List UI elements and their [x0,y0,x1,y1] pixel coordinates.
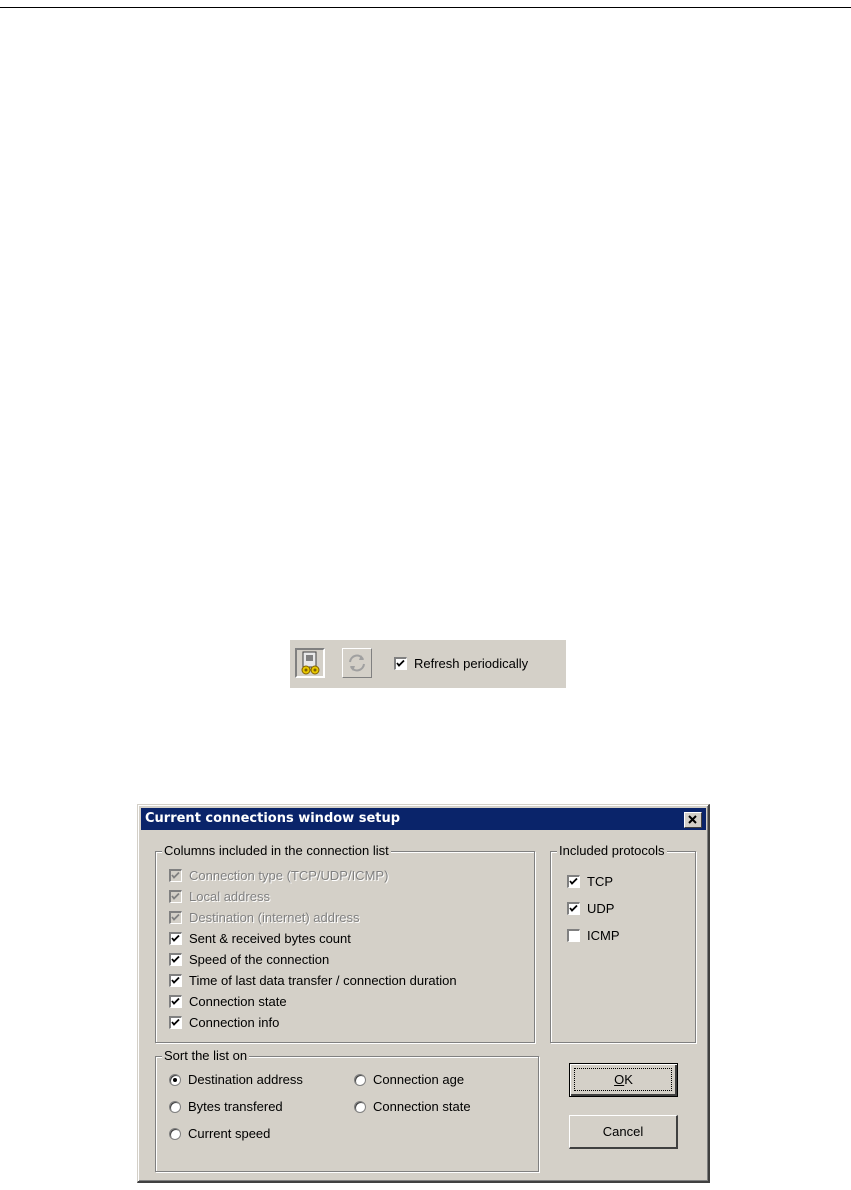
refresh-periodically-label: Refresh periodically [414,655,529,671]
column-option-last-transfer[interactable] [169,971,457,989]
connections-setup-dialog [137,804,710,1183]
close-icon [685,813,701,827]
sort-option-bytes[interactable] [169,1097,283,1115]
protocol-option-udp[interactable] [567,899,614,917]
sort-label: Connection age [373,1071,465,1087]
ok-button[interactable] [569,1063,678,1097]
column-option-local-address [169,887,270,905]
protocol-option-tcp[interactable] [567,872,613,890]
protocol-label: UDP [587,900,615,916]
column-checkbox[interactable] [169,995,182,1008]
column-label: Time of last data transfer / connection duration [189,972,457,988]
protocol-label: TCP [587,873,613,889]
network-gear-icon [297,650,323,676]
dialog-titlebar[interactable] [141,808,706,830]
column-label: Sent & received bytes count [189,930,351,946]
column-option-bytes-count[interactable] [169,929,351,947]
column-checkbox [169,911,182,924]
refresh-icon [343,649,371,677]
column-checkbox [169,869,182,882]
refresh-button[interactable] [342,648,372,678]
column-checkbox[interactable] [169,953,182,966]
refresh-periodically-checkbox[interactable] [394,657,407,670]
sort-label: Destination address [188,1071,303,1087]
settings-button[interactable] [295,648,325,678]
column-checkbox[interactable] [169,932,182,945]
protocol-checkbox[interactable] [567,875,580,888]
cancel-button[interactable] [569,1115,678,1149]
sort-radio[interactable] [354,1074,366,1086]
protocol-checkbox[interactable] [567,902,580,915]
sort-option-destination[interactable] [169,1070,303,1088]
column-checkbox[interactable] [169,974,182,987]
sort-option-age[interactable] [354,1070,464,1088]
sort-group [155,1048,539,1172]
column-option-connection-state[interactable] [169,992,287,1010]
column-label: Local address [189,888,270,904]
protocols-group-legend: Included protocols [559,843,665,858]
sort-option-speed[interactable] [169,1124,270,1142]
column-option-connection-info[interactable] [169,1013,279,1031]
ok-mnemonic: O [614,1072,625,1087]
sort-label: Connection state [373,1098,471,1114]
protocol-checkbox[interactable] [567,929,580,942]
column-checkbox[interactable] [169,1016,182,1029]
refresh-periodically-option[interactable] [394,654,528,672]
top-rule [0,7,851,8]
column-option-destination-address [169,908,360,926]
toolbar [290,640,566,688]
sort-radio[interactable] [169,1128,181,1140]
ok-label: K [624,1072,633,1087]
protocol-option-icmp[interactable] [567,926,620,944]
sort-option-state[interactable] [354,1097,471,1115]
sort-label: Current speed [188,1125,271,1141]
sort-radio[interactable] [354,1101,366,1113]
sort-radio[interactable] [169,1074,181,1086]
sort-label: Bytes transfered [188,1098,283,1114]
dialog-title: Current connections window setup [145,811,401,826]
column-label: Destination (internet) address [189,909,360,925]
column-option-speed[interactable] [169,950,329,968]
cancel-label: Cancel [602,1124,644,1139]
protocol-label: ICMP [587,927,620,943]
column-label: Speed of the connection [189,951,330,967]
protocols-group [550,843,696,1043]
column-label: Connection state [189,993,287,1009]
column-option-connection-type [169,866,388,884]
column-label: Connection info [189,1014,280,1030]
sort-radio[interactable] [169,1101,181,1113]
close-button[interactable] [684,812,702,828]
columns-group [155,843,535,1043]
sort-group-legend: Sort the list on [164,1048,248,1063]
column-label: Connection type (TCP/UDP/ICMP) [189,867,389,883]
columns-group-legend: Columns included in the connection list [164,843,389,858]
column-checkbox [169,890,182,903]
